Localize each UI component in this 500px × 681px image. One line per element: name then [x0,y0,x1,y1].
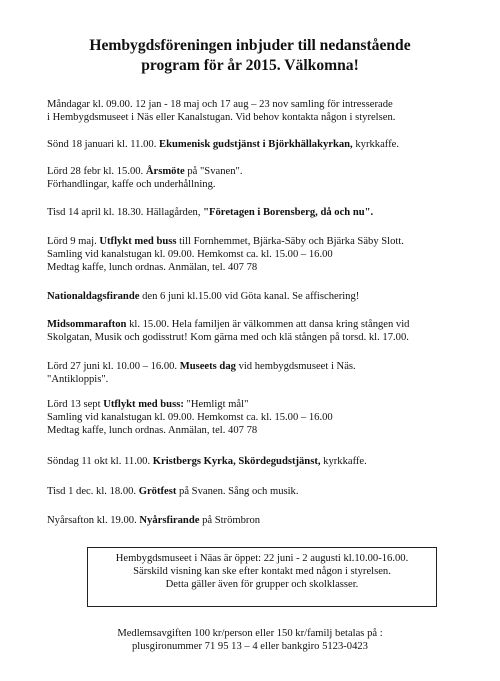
event-item [47,360,356,386]
event-text: "Antikloppis". [47,374,109,386]
event-text: Sönd 18 januari kl. 11.00. [47,139,160,150]
event-highlight: Nationaldagsfirande [47,291,140,302]
event-text: kyrkkaffe. [352,139,399,150]
event-text: Lörd 13 sept [47,399,104,410]
event-text: Medtag kaffe, lunch ordnas. Anmälan, tel. 407 78 [47,262,258,274]
event-line [47,331,409,344]
event-highlight: Utflykt med buss: [103,399,184,410]
page-title [0,36,500,76]
event-line [47,111,395,124]
title-line-1: Hembygdsföreningen inbjuder till nedanstående [89,37,411,54]
event-text: "Hemligt mål" [183,399,249,410]
event-item [47,138,399,151]
event-highlight: Utflykt med buss [99,236,177,247]
event-line [47,261,404,274]
event-line [47,411,333,424]
event-line [47,424,333,437]
event-text: på Strömbron [199,515,261,526]
event-line [47,178,242,191]
event-highlight: Nyårsfirande [139,515,200,526]
event-line [47,485,299,498]
event-item [47,318,409,344]
event-text: kl. 15.00. Hela familjen är välkommen att dansa kring stången vid [126,319,410,330]
info-line-3: Detta gäller även för grupper och skolklasser. [165,579,359,591]
event-line [47,235,404,248]
event-highlight: Grötfest [138,486,177,497]
event-highlight: Midsommarafton [47,319,127,330]
event-line [47,290,359,303]
event-text: Lörd 9 maj. [47,236,100,247]
event-line [47,373,356,386]
event-line [47,455,367,468]
event-item [47,290,359,303]
event-text: Samling vid kanalstugan kl. 09.00. Hemkomst ca. kl. 15.00 – 16.00 [47,412,333,424]
event-text: Nyårsafton kl. 19.00. [47,515,140,526]
event-text: på "Svanen". [184,166,243,177]
event-item [47,206,373,219]
event-text: Tisd 14 april kl. 18.30. Hällagården, [47,207,204,218]
event-text: Förhandlingar, kaffe och underhållning. [47,179,216,191]
event-text: till Fornhemmet, Bjärka-Säby och Bjärka Säby Slott. [176,236,404,247]
footer-line-2: plusgironummer 71 95 13 – 4 eller bankgiro 5123-0423 [132,641,368,653]
event-line [47,398,333,411]
event-text: Söndag 11 okt kl. 11.00. [47,456,153,467]
event-text: Medtag kaffe, lunch ordnas. Anmälan, tel. 407 78 [47,425,258,437]
event-text: Lörd 28 febr kl. 15.00. [47,166,146,177]
info-line-2: Särskild visning kan ske efter kontakt med någon i styrelsen. [133,566,391,578]
title-line-2: program för år 2015. Välkomna! [141,57,359,74]
event-text: kyrkkaffe. [320,456,367,467]
event-line [47,138,399,151]
membership-footer [0,627,500,653]
event-line [47,514,260,527]
event-highlight: Årsmöte [145,166,185,177]
event-text: den 6 juni kl.15.00 vid Göta kanal. Se affischering! [139,291,360,302]
event-item [47,98,395,124]
event-text: vid hembygdsmuseet i Näs. [235,361,356,372]
event-text: Skolgatan, Musik och godisstrut! Kom gärna med och klä stången på torsd. kl. 17.00. [47,332,409,344]
event-item [47,398,333,438]
event-text: i Hembygdsmuseet i Näs eller Kanalstugan. Vid behov kontakta någon i styrelsen. [47,112,396,124]
event-line [47,360,356,373]
museum-info-box [87,547,437,607]
event-line [47,165,242,178]
event-highlight: Ekumenisk gudstjänst i Björkhällakyrkan, [159,139,353,150]
event-item [47,165,242,191]
footer-line-1: Medlemsavgiften 100 kr/person eller 150 kr/familj betalas på : [117,628,383,639]
event-line [47,248,404,261]
event-line [47,206,373,219]
event-line [47,318,409,331]
event-text: Måndagar kl. 09.00. 12 jan - 18 maj och 17 aug – 23 nov samling för intresserade [47,99,393,110]
event-text: på Svanen. Sång och musik. [176,486,299,497]
event-text: Samling vid kanalstugan kl. 09.00. Hemkomst ca. kl. 15.00 – 16.00 [47,249,333,261]
event-item [47,455,367,468]
event-item [47,514,260,527]
event-highlight: "Företagen i Borensberg, då och nu". [203,207,374,218]
info-line-1: Hembygdsmuseet i Näas är öppet: 22 juni - 2 augusti kl.10.00-16.00. [115,553,409,564]
event-highlight: Museets dag [179,361,236,372]
event-text: Tisd 1 dec. kl. 18.00. [47,486,139,497]
event-line [47,98,395,111]
event-item [47,485,299,498]
event-highlight: Kristbergs Kyrka, Skördegudstjänst, [152,456,321,467]
event-text: Lörd 27 juni kl. 10.00 – 16.00. [47,361,180,372]
event-item [47,235,404,275]
